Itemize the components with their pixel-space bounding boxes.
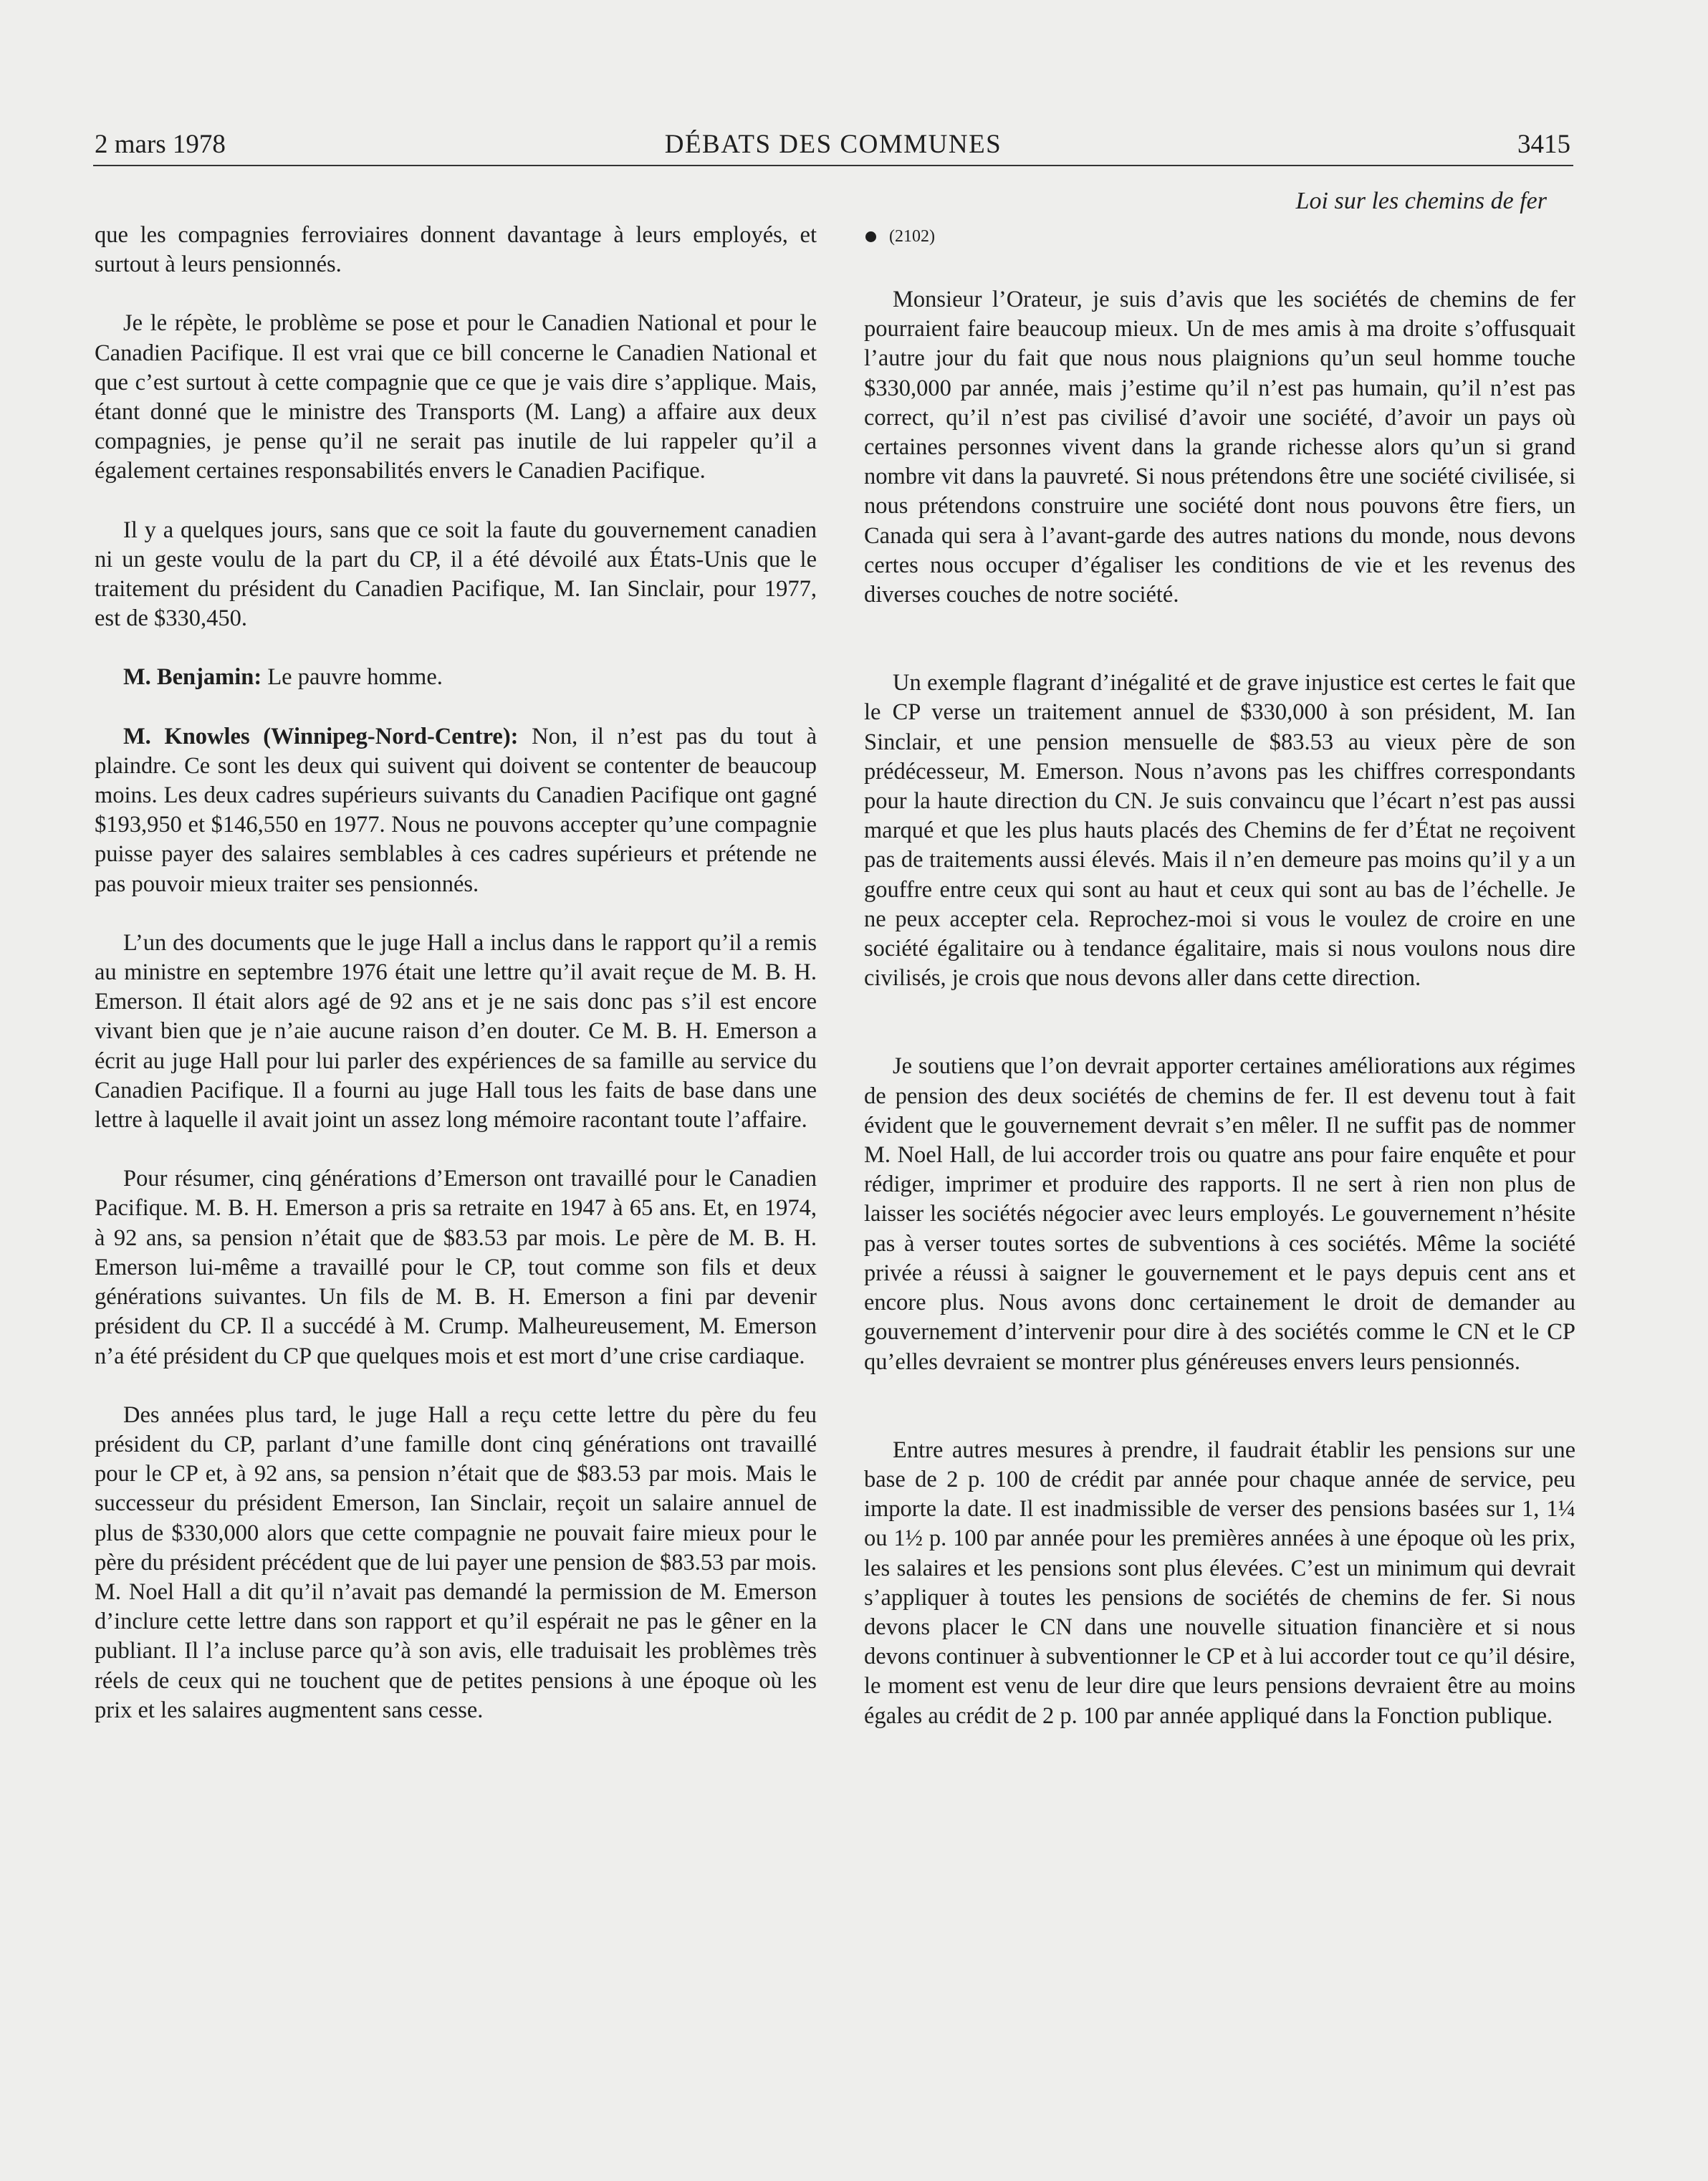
timestamp-marker (864, 222, 1575, 251)
left-column (95, 221, 817, 1725)
paragraph: Des années plus tard, le juge Hall a reçu cette lettre du père du feu président du CP, parlant d’une famille dont cinq générations ont travaillé pour le CP et, à 92 ans, sa pension n’était que de $83.53 par mois. Mais le successeur du président Emerson, Ian Sinclair, reçoit un salaire annuel de plus de $330,000 alors que cette compagnie ne pouvait faire mieux pour le père du président précédent que de lui payer une pension de $83.53 par mois. M. Noel Hall a dit qu’il n’avait pas demandé la permission de M. Emerson d’inclure cette lettre dans son rapport et qu’il espérait ne pas le gêner en la publiant. Il l’a incluse parce qu’à son avis, elle traduisait les problèmes très réels de ceux qui ne touchent que de petites pensions à une époque où les prix et les salaires augmentent sans cesse. (95, 1401, 817, 1723)
page-header (93, 129, 1573, 166)
speaker-name: M. Benjamin: (123, 664, 262, 691)
paragraph: Je soutiens que l’on devrait apporter certaines améliorations aux régimes de pension des deux sociétés de chemins de fer. Il est devenu tout à fait évident que le gouvernement devrait s’en mêler. Il ne suffit pas de nommer M. Noel Hall, de lui accorder trois ou quatre ans pour faire enquête et pour rédiger, imprimer et produire des rapports. Il ne sert à rien non plus de laisser les sociétés négocier avec leurs employés. Le gouvernement n’hésite pas à verser toutes sortes de subventions à ces sociétés. Même la société privée a réussi à saigner le gouvernement et le pays depuis cent ans et encore plus. Nous avons donc certainement le droit de demander au gouvernement d’intervenir pour dire à des sociétés comme le CN et le CP qu’elles devraient se montrer plus généreuses envers leurs pensionnés. (864, 1053, 1575, 1375)
speech-text: Non, il n’est pas du tout à plaindre. Ce sont les deux qui suivent qui doivent se contenter de beaucoup moins. Les deux cadres supérieurs suivants du Canadien Pacifique ont gagné $193,950 et $146,550 en 1977. Nous ne pouvons accepter qu’une compagnie puisse payer des salaires semblables à ces cadres supérieurs et prétende ne pas pouvoir mieux traiter ses pensionnés. (95, 723, 817, 897)
paragraph: L’un des documents que le juge Hall a inclus dans le rapport qu’il a remis au ministre en septembre 1976 était une lettre qu’il avait reçue de M. B. H. Emerson. Il était alors agé de 92 ans et je ne sais donc pas s’il est encore vivant bien que je n’aie aucune raison d’en douter. Ce M. B. H. Emerson a écrit au juge Hall pour lui parler des expériences de sa famille au service du Canadien Pacifique. Il a fourni au juge Hall tous les faits de base dans une lettre à laquelle il avait joint un assez long mémoire racontant toute l’affaire. (95, 929, 817, 1133)
paragraph: Monsieur l’Orateur, je suis d’avis que les sociétés de chemins de fer pourraient faire beaucoup mieux. Un de mes amis à ma droite s’offusquait l’autre jour du fait que nous nous plaignions qu’un seul homme touche $330,000 par année, mais j’estime qu’il n’est pas humain, qu’il n’est pas correct, qu’il n’est pas civilisé d’avoir une société, d’avoir un pays où certaines personnes vivent dans la grande richesse alors qu’un si grand nombre vit dans la pauvreté. Si nous prétendons être une société civilisée, si nous prétendons construire une société dont nous pouvons être fiers, un Canada qui sera à l’avant-garde des autres nations du monde, nous devons certes nous occuper d’égaliser les conditions de vie et les revenus des diverses couches de notre société. (864, 287, 1575, 608)
header-title: DÉBATS DES COMMUNES (664, 130, 1002, 159)
speaker-name: M. Knowles (Winnipeg-Nord-Centre): (123, 723, 519, 749)
paragraph: Un exemple flagrant d’inégalité et de grave injustice est certes le fait que le CP verse un traitement annuel de $330,000 à son président, M. Ian Sinclair, et une pension mensuelle de $83.53 au vieux père de son prédécesseur, M. Emerson. Nous n’avons pas les chiffres correspondants pour la haute direction du CN. Je suis convaincu que l’écart n’est pas aussi marqué et que les plus hauts placés des Chemins de fer d’État ne reçoivent pas de traitements aussi élevés. Mais il n’en demeure pas moins qu’il y a un gouffre entre ceux qui sont au haut et ceux qui sont au bas de l’échelle. Je ne peux accepter cela. Reprochez-moi si vous le voulez de croire en une société égalitaire ou à tendance égalitaire, mais si nous voulons nous dire civilisés, je crois que nous devons aller dans cette direction. (864, 670, 1575, 992)
speech-text: Le pauvre homme. (262, 664, 443, 691)
header-page-number: 3415 (1517, 130, 1570, 159)
timestamp: (2102) (889, 227, 935, 246)
paragraph: que les compagnies ferroviaires donnent davantage à leurs employés, et surtout à leurs pensionnés. (95, 222, 817, 278)
paragraph: Entre autres mesures à prendre, il faudrait établir les pensions sur une base de 2 p. 100 de crédit par année pour chaque année de service, peu importe la date. Il est inadmissible de verser des pensions basées sur 1, 1¼ ou 1½ p. 100 par année pour les premières années à une époque où les prix, les salaires et les pensions sont plus élevées. C’est un minimum qui devrait s’appliquer à toutes les pensions de sociétés de chemins de fer. Si nous devons placer le CN dans une nouvelle situation financière et si nous devons continuer à subventionner le CP et à lui accorder tout ce qu’il désire, le moment est venu de leur dire que leurs pensions devraient être au moins égales au crédit de 2 p. 100 par année appliqué dans la Fonction publique. (864, 1437, 1575, 1729)
header-date: 2 mars 1978 (95, 130, 226, 159)
speech-knowles (95, 722, 817, 899)
section-title: Loi sur les chemins de fer (1295, 188, 1547, 214)
right-column (864, 186, 1575, 1731)
paragraph: Pour résumer, cinq générations d’Emerson ont travaillé pour le Canadien Pacifique. M. B. H. Emerson a pris sa retraite en 1947 à 65 ans. Et, en 1974, à 92 ans, sa pension n’était que de $83.53 par mois. Le père de M. B. H. Emerson lui-même a travaillé pour le CP, tout comme son fils et deux générations suivantes. Un fils de M. B. H. Emerson a fini par devenir président du CP. Il a succédé à M. Crump. Malheureusement, M. Emerson n’a été président du CP que quelques mois et est mort d’une crise cardiaque. (95, 1166, 817, 1369)
paragraph: Il y a quelques jours, sans que ce soit la faute du gouvernement canadien ni un geste voulu de la part du CP, il a été dévoilé aux États-Unis que le traitement du président du Canadien Pacifique, M. Ian Sinclair, pour 1977, est de $330,450. (95, 517, 817, 632)
bullet-icon (865, 231, 876, 242)
paragraph: Je le répète, le problème se pose et pour le Canadien National et pour le Canadien Pacifique. Il est vrai que ce bill concerne le Canadien National et que c’est surtout à cette compagnie que ce que je vais dire s’applique. Mais, étant donné que le ministre des Transports (M. Lang) a affaire aux deux compagnies, je pense qu’il ne serait pas inutile de lui rappeler qu’il a également certaines responsabilités envers le Canadien Pacifique. (95, 310, 817, 484)
speech-benjamin (95, 663, 817, 692)
